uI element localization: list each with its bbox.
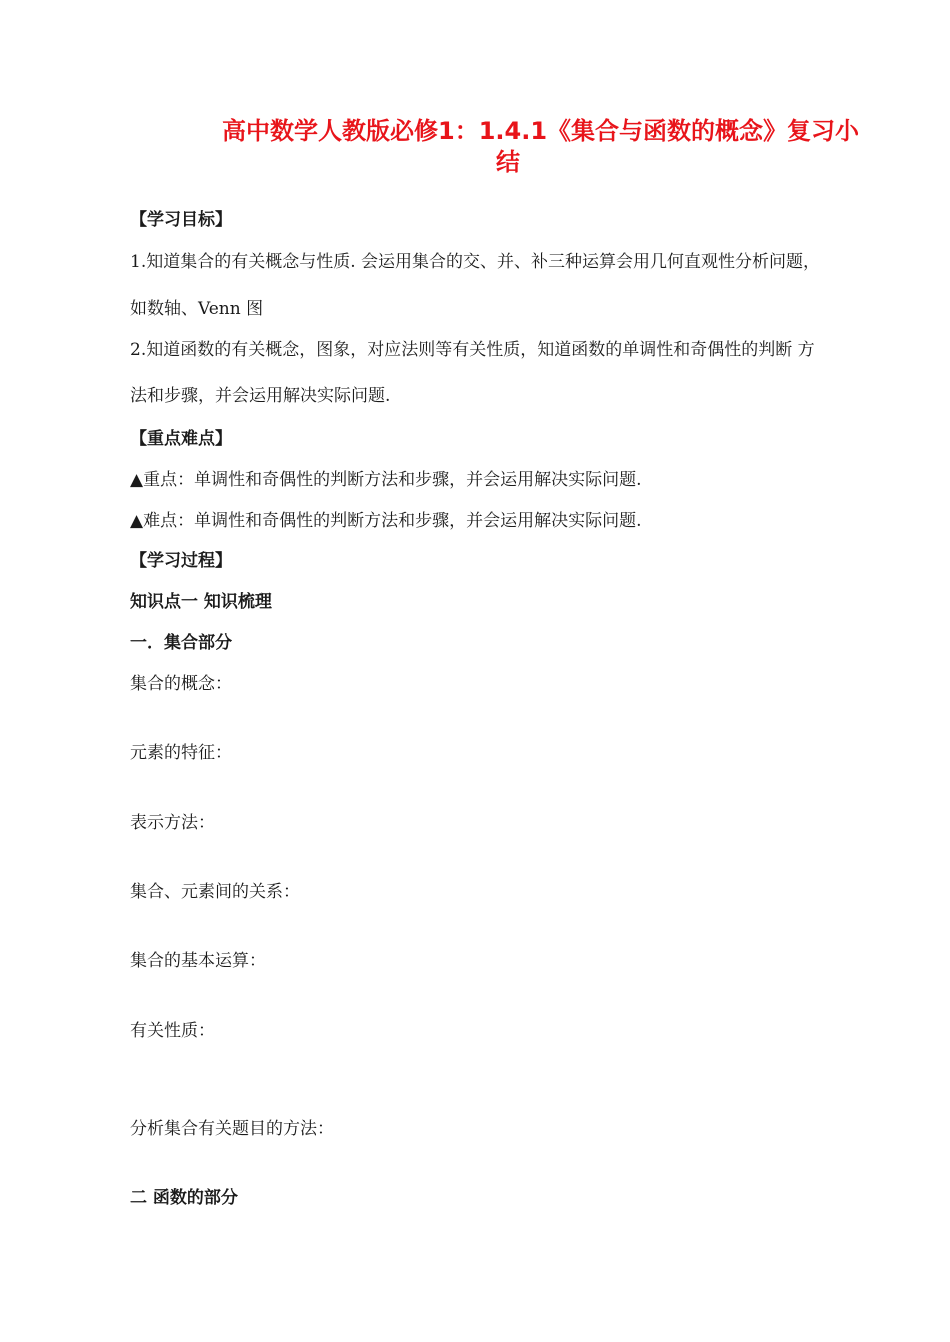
set-element-relation-label: 集合、元素间的关系： (130, 882, 300, 902)
function-part-header: 二 函数的部分 (130, 1188, 238, 1208)
element-features-label: 元素的特征： (130, 743, 232, 763)
objective-1-line-1: 1.知道集合的有关概念与性质. 会运用集合的交、并、补三种运算会用几何直观性分析问题， (130, 252, 821, 272)
properties-label: 有关性质： (130, 1021, 215, 1041)
objective-1-line-2: 如数轴、Venn 图 (130, 299, 264, 319)
document-title (222, 116, 898, 178)
difficult-point: ▲难点：单调性和奇偶性的判断方法和步骤，并会运用解决实际问题. (130, 511, 642, 531)
objectives-header: 【学习目标】 (130, 210, 232, 230)
objective-2-line-2: 法和步骤，并会运用解决实际问题. (130, 386, 391, 406)
key-point: ▲重点：单调性和奇偶性的判断方法和步骤，并会运用解决实际问题. (130, 470, 642, 490)
process-header: 【学习过程】 (130, 551, 232, 571)
set-part-header: 一．集合部分 (130, 633, 232, 653)
keypoints-header: 【重点难点】 (130, 429, 232, 449)
analysis-method-label: 分析集合有关题目的方法： (130, 1119, 334, 1139)
title-line-2: 结 (496, 148, 520, 176)
knowledge-header: 知识点一 知识梳理 (130, 592, 272, 612)
set-operations-label: 集合的基本运算： (130, 951, 266, 971)
representation-label: 表示方法： (130, 813, 215, 833)
objective-2-line-1: 2.知道函数的有关概念，图象，对应法则等有关性质，知道函数的单调性和奇偶性的判断 方 (130, 340, 815, 360)
set-concept-label: 集合的概念： (130, 674, 232, 694)
title-line-1: 高中数学人教版必修1：1.4.1《集合与函数的概念》复习小 (222, 117, 860, 145)
